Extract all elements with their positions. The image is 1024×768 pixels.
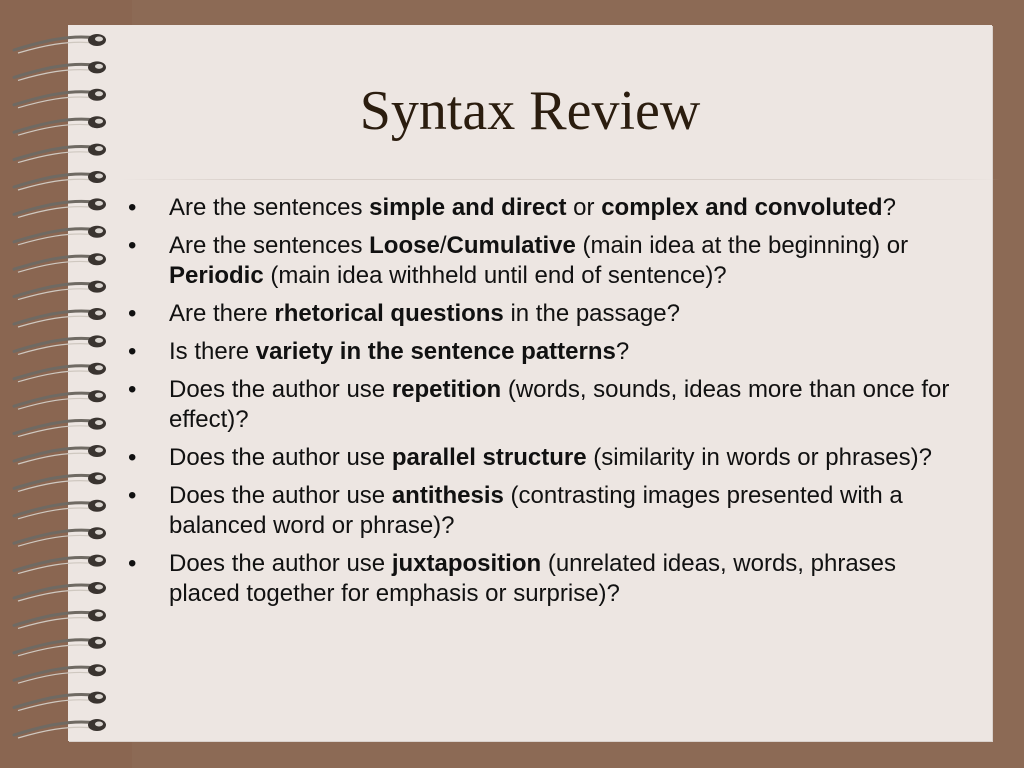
spiral-coil bbox=[14, 719, 106, 738]
bullet-emphasis: Periodic bbox=[169, 262, 264, 289]
spiral-coil bbox=[14, 390, 106, 409]
spiral-coil bbox=[14, 363, 106, 382]
bullet-item bbox=[128, 549, 958, 609]
bullet-dot-icon: • bbox=[128, 482, 137, 509]
spiral-coil bbox=[14, 198, 106, 217]
slide-title: Syntax Review bbox=[359, 80, 701, 142]
bullet-list bbox=[128, 193, 958, 617]
bullet-text: ? bbox=[882, 194, 896, 221]
spiral-coil bbox=[14, 582, 106, 601]
bullet-text: Is there bbox=[169, 338, 256, 365]
spiral-coil bbox=[14, 500, 106, 519]
bullet-text: (main idea at the beginning) or bbox=[575, 232, 909, 259]
bullet-text: in the passage? bbox=[503, 300, 680, 327]
bullet-item bbox=[128, 299, 958, 329]
bullet-text: ? bbox=[615, 338, 630, 365]
bullet-text: (unrelated ideas, words, phrases placed together for emphasis or surprise)? bbox=[169, 550, 897, 607]
spiral-coil bbox=[14, 555, 106, 574]
bullet-text: Are the sentences bbox=[169, 232, 370, 259]
bullet-emphasis: juxtaposition bbox=[391, 550, 542, 577]
bullet-dot-icon: • bbox=[128, 232, 137, 259]
bullet-item bbox=[128, 481, 958, 541]
spiral-coil bbox=[14, 171, 106, 190]
spiral-coil bbox=[14, 418, 106, 437]
bullet-emphasis: variety in the sentence patterns bbox=[255, 338, 616, 365]
bullet-emphasis: parallel structure bbox=[391, 444, 587, 471]
bullet-emphasis: rhetorical questions bbox=[274, 300, 504, 327]
bullet-item bbox=[128, 375, 958, 435]
bullet-text: (words, sounds, ideas more than once for effect)? bbox=[169, 376, 950, 433]
spiral-coil bbox=[14, 144, 106, 163]
bullet-emphasis: antithesis bbox=[391, 482, 504, 509]
bullet-item bbox=[128, 231, 958, 291]
bullet-text: (contrasting images presented with a balanced word or phrase)? bbox=[169, 482, 903, 539]
bullet-text: Are there bbox=[169, 300, 275, 327]
spiral-coil bbox=[14, 692, 106, 711]
spiral-coil bbox=[14, 226, 106, 245]
spiral-coil bbox=[14, 664, 106, 683]
bullet-text: or bbox=[566, 194, 602, 221]
spiral-coil bbox=[14, 609, 106, 628]
spiral-coil bbox=[14, 335, 106, 354]
bullet-emphasis: simple and direct bbox=[369, 194, 567, 221]
bullet-text: Does the author use bbox=[169, 376, 392, 403]
bullet-emphasis: Loose bbox=[369, 232, 440, 259]
bullet-text: / bbox=[439, 232, 447, 259]
bullet-text: Are the sentences bbox=[169, 194, 370, 221]
bullet-item bbox=[128, 443, 958, 473]
spiral-coil bbox=[14, 637, 106, 656]
bullet-dot-icon: • bbox=[128, 376, 137, 403]
bullet-text: Does the author use bbox=[169, 444, 392, 471]
bullet-dot-icon: • bbox=[128, 338, 137, 365]
spiral-coil bbox=[14, 34, 106, 53]
bullet-dot-icon: • bbox=[128, 550, 137, 577]
spiral-coil bbox=[14, 308, 106, 327]
spiral-coil bbox=[14, 472, 106, 491]
bullet-text: Does the author use bbox=[169, 550, 392, 577]
bullet-text: (main idea withheld until end of sentence)? bbox=[263, 262, 727, 289]
bullet-emphasis: Cumulative bbox=[446, 232, 576, 259]
bullet-text: Does the author use bbox=[169, 482, 392, 509]
spiral-coil bbox=[14, 445, 106, 464]
spiral-coil bbox=[14, 281, 106, 300]
bullet-item bbox=[128, 193, 958, 223]
bullet-text: (similarity in words or phrases)? bbox=[586, 444, 932, 471]
bullet-item bbox=[128, 337, 958, 367]
bullet-emphasis: repetition bbox=[391, 376, 502, 403]
bullet-dot-icon: • bbox=[128, 194, 137, 221]
spiral-coil bbox=[14, 527, 106, 546]
spiral-coil bbox=[14, 253, 106, 272]
bullet-emphasis: complex and convoluted bbox=[601, 194, 883, 221]
bullet-dot-icon: • bbox=[128, 300, 137, 327]
bullet-dot-icon: • bbox=[128, 444, 137, 471]
title-divider bbox=[120, 179, 1000, 180]
